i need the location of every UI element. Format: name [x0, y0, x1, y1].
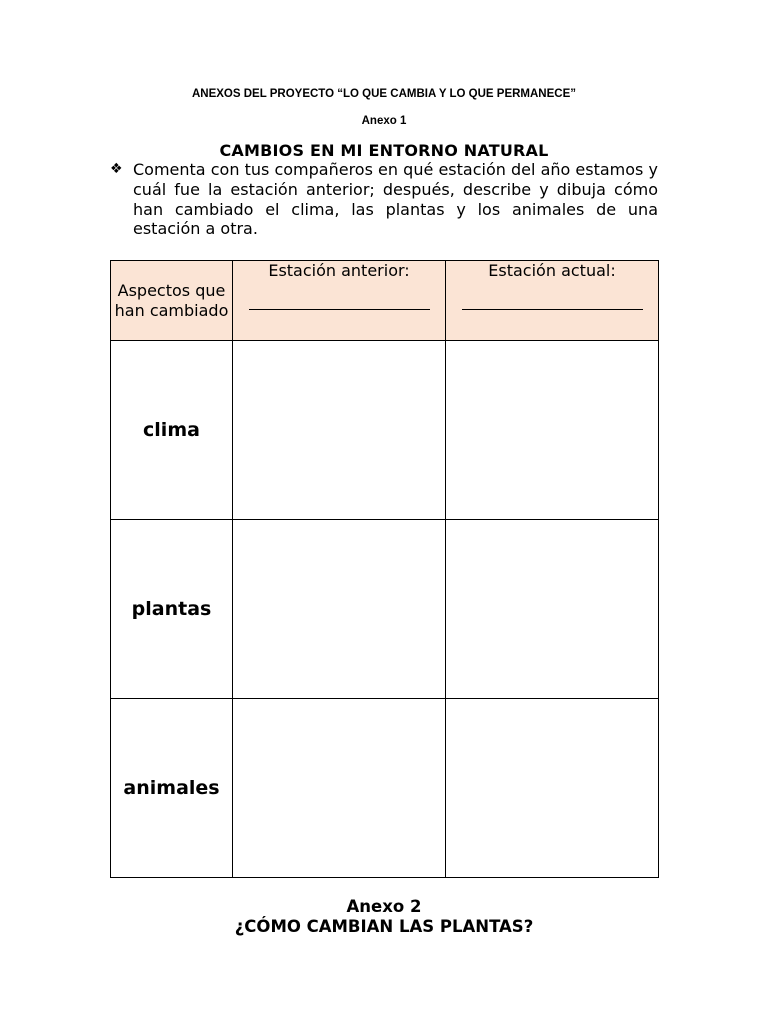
- section-title: CAMBIOS EN MI ENTORNO NATURAL: [219, 141, 549, 160]
- instruction-text: Comenta con tus compañeros en qué estación del año estamos y cuál fue la estación anterior; después, describe y dibuja cómo han cambiado el clima, las plantas y los animales de una estación a otra.: [133, 160, 658, 239]
- cell-plantas-previous[interactable]: [233, 520, 446, 699]
- header-previous-season-label: Estación anterior:: [268, 261, 410, 280]
- annex-2-title: ¿CÓMO CAMBIAN LAS PLANTAS?: [234, 917, 534, 936]
- cell-clima-current[interactable]: [446, 341, 659, 520]
- table-header-row: [111, 261, 659, 341]
- cell-clima-previous[interactable]: [233, 341, 446, 520]
- cell-animales-current[interactable]: [446, 699, 659, 878]
- row-label-animales: animales: [111, 699, 233, 878]
- cell-plantas-current[interactable]: [446, 520, 659, 699]
- current-season-fill-line[interactable]: [462, 309, 643, 310]
- instruction-block: [110, 160, 658, 239]
- diamond-bullet-icon: ❖: [110, 161, 123, 177]
- annex-1-label: Anexo 1: [361, 115, 407, 127]
- table-row: [111, 341, 659, 520]
- table-row: [111, 699, 659, 878]
- document-title: ANEXOS DEL PROYECTO “LO QUE CAMBIA Y LO QUE PERMANECE”: [191, 88, 577, 100]
- row-label-clima: clima: [111, 341, 233, 520]
- header-aspects: Aspectos que han cambiado: [111, 261, 233, 341]
- seasons-table: [110, 260, 659, 878]
- header-current-season: [446, 261, 659, 341]
- header-previous-season: [233, 261, 446, 341]
- annex-2-label: Anexo 2: [346, 897, 422, 916]
- table-row: [111, 520, 659, 699]
- previous-season-fill-line[interactable]: [249, 309, 430, 310]
- cell-animales-previous[interactable]: [233, 699, 446, 878]
- row-label-plantas: plantas: [111, 520, 233, 699]
- header-current-season-label: Estación actual:: [488, 261, 616, 280]
